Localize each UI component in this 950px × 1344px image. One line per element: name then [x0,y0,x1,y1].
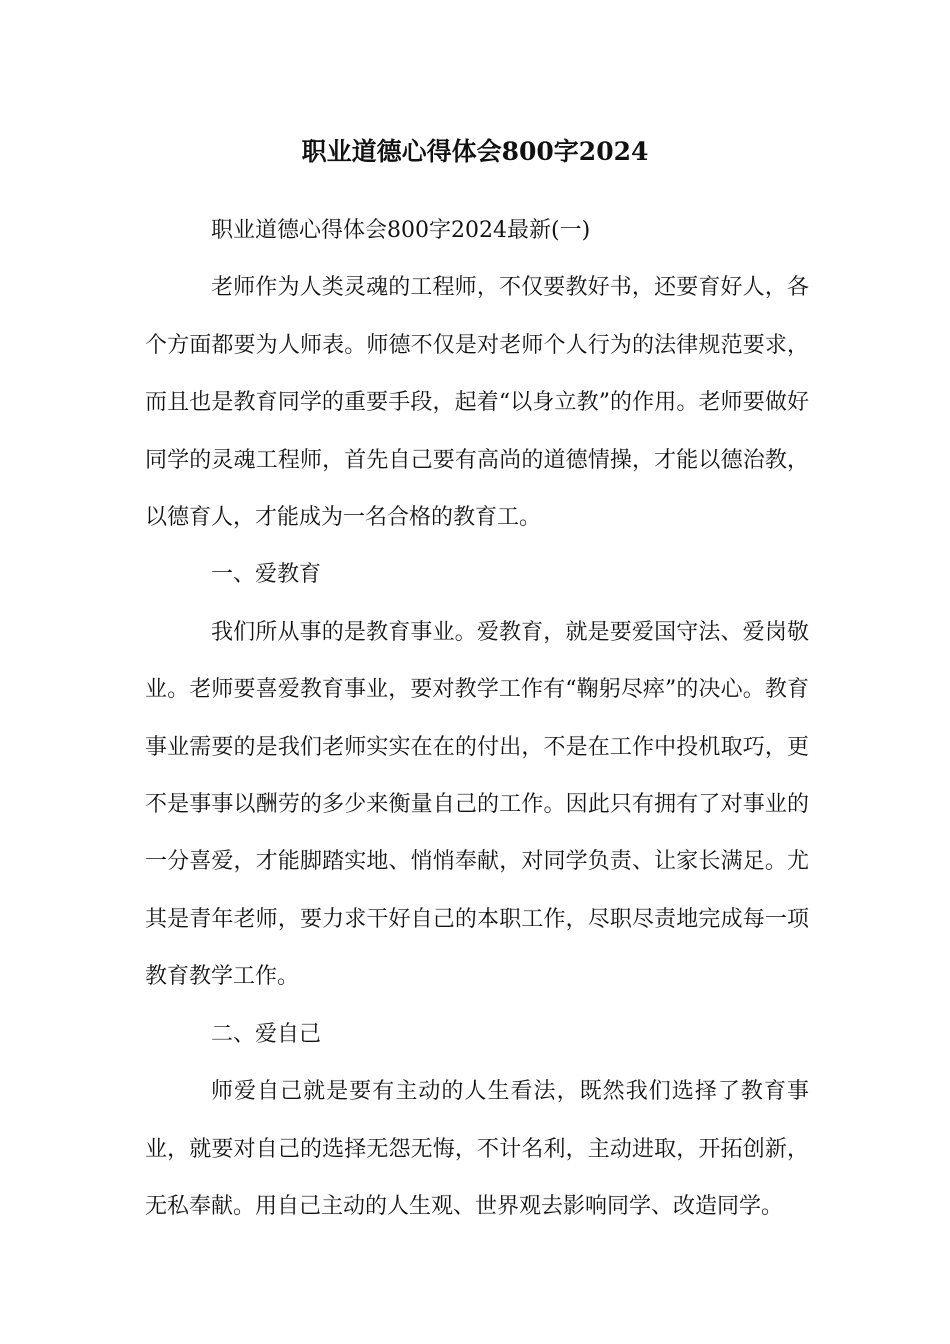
section-heading-love-education: 一、爱教育 [211,562,322,588]
document-title: 职业道德心得体会800字2024 [301,137,649,166]
paragraph-intro: 老师作为人类灵魂的工程师，不仅要教好书，还要育好人，各个方面都要为人师表。师德不仅是对老师个人行为的法律规范要求，而且也是教育同学的重要手段，起着“以身立教”的作用。老师要做好同学的灵魂工程师，首先自己要有高尚的道德情操，才能以德治教，以德育人，才能成为一名合格的教育工。 [145,275,809,531]
section-heading-love-self: 二、爱自己 [211,1021,322,1047]
document-body [145,202,809,1235]
document-subtitle: 职业道德心得体会800字2024最新(一) [211,218,591,243]
paragraph-love-self: 师爱自己就是要有主动的人生看法，既然我们选择了教育事业，就要对自己的选择无怨无悔，不计名利，主动进取，开拓创新，无私奉献。用自己主动的人生观、世界观去影响同学、改造同学。 [145,1079,809,1219]
paragraph-love-education: 我们所从事的是教育事业。爱教育，就是要爱国守法、爱岗敬业。老师要喜爱教育事业，要对教学工作有“鞠躬尽瘁”的决心。教育事业需要的是我们老师实实在在的付出，不是在工作中投机取巧，更不是事事以酬劳的多少来衡量自己的工作。因此只有拥有了对事业的一分喜爱，才能脚踏实地、悄悄奉献，对同学负责、让家长满足。尤其是青年老师，要力求干好自己的本职工作，尽职尽责地完成每一项教育教学工作。 [145,619,809,990]
